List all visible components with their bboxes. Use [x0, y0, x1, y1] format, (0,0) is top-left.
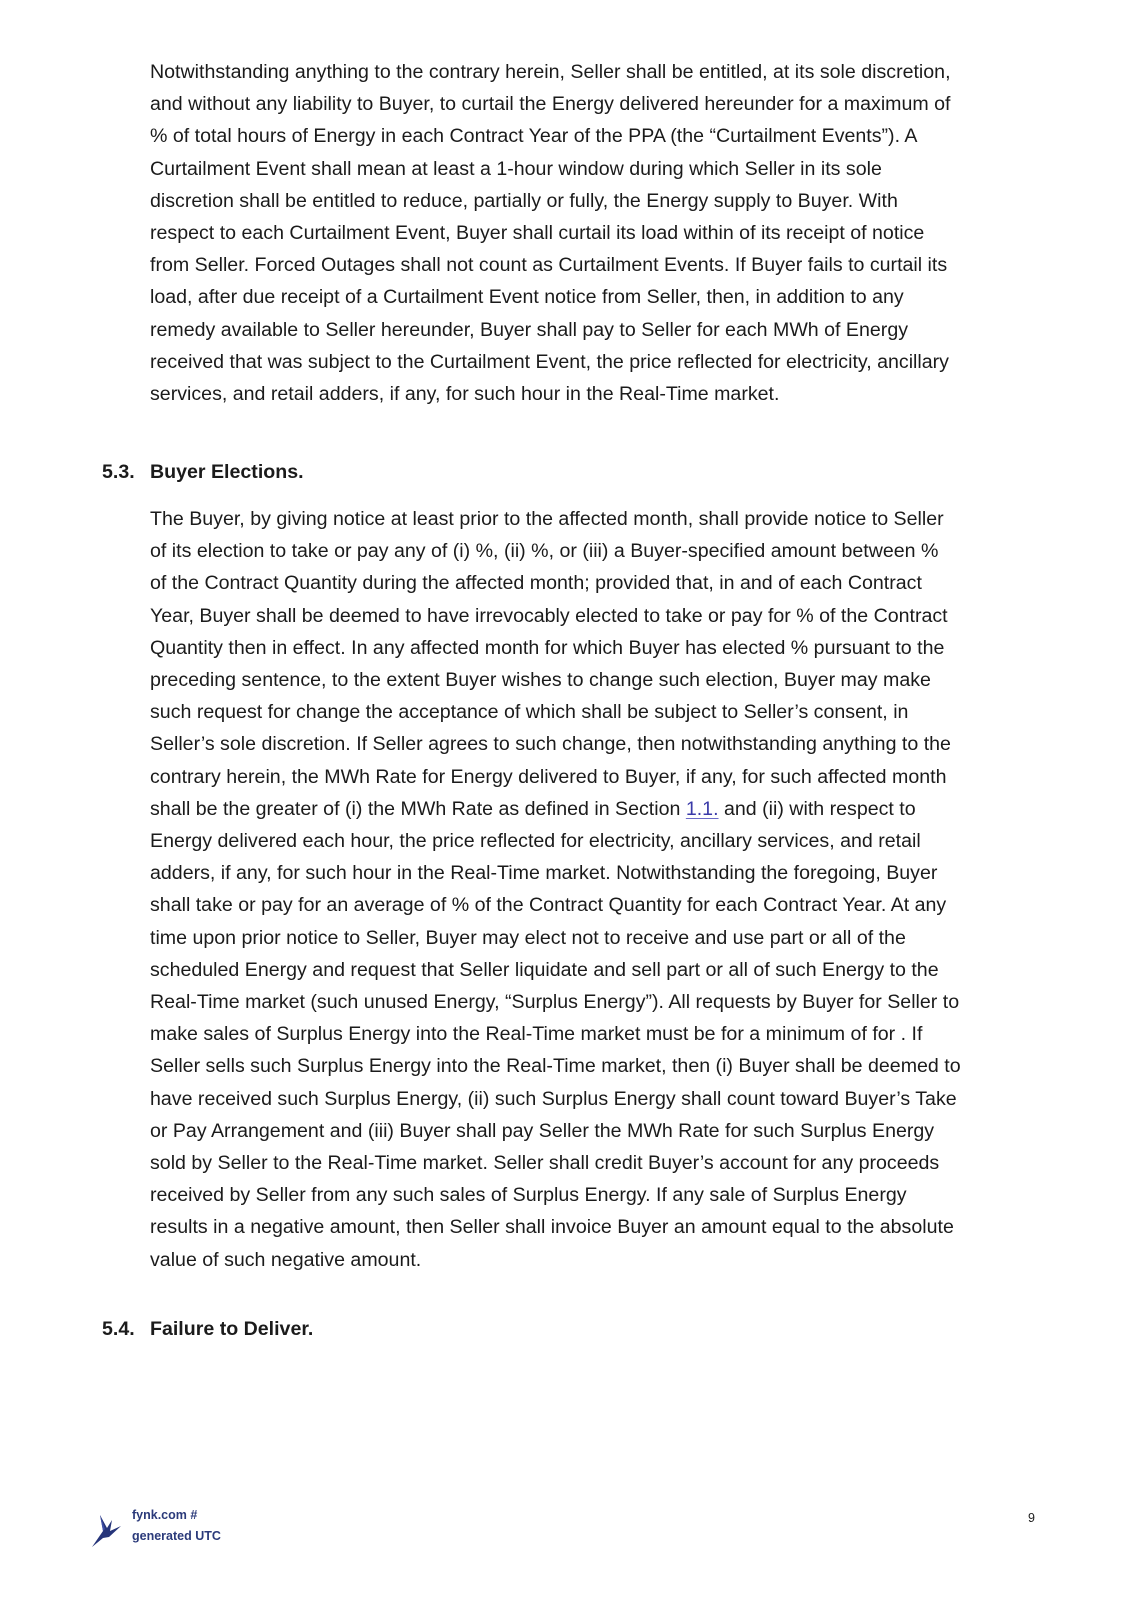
paragraph-line: Energy delivered each hour, the price reflected for electricity, ancillary services, and retail [150, 830, 921, 853]
footer-site-line: fynk.com # [132, 1508, 198, 1522]
paragraph-line: Curtailment Event shall mean at least a 1-hour window during which Seller in its sole [150, 157, 882, 180]
page-number: 9 [1028, 1511, 1035, 1525]
paragraph-line: % of total hours of Energy in each Contract Year of the PPA (the “Curtailment Events”). A [150, 125, 918, 148]
section-reference-link[interactable]: 1.1. [685, 797, 719, 820]
paragraph-line: respect to each Curtailment Event, Buyer shall curtail its load within of its receipt of notice [150, 222, 925, 245]
paragraph-line: from Seller. Forced Outages shall not count as Curtailment Events. If Buyer fails to curtail its [150, 254, 948, 277]
page-footer [90, 1505, 1050, 1555]
section-number: 5.3. [102, 461, 135, 483]
paragraph-line: and without any liability to Buyer, to curtail the Energy delivered hereunder for a maximum of [150, 93, 951, 116]
paragraph-line: Notwithstanding anything to the contrary herein, Seller shall be entitled, at its sole discretion, [150, 61, 951, 83]
paragraph-line: Quantity then in effect. In any affected month for which Buyer has elected % pursuant to the [150, 636, 945, 659]
paragraph-line: Seller’s sole discretion. If Seller agrees to such change, then notwithstanding anything to the [150, 733, 951, 756]
section-title: Buyer Elections. [150, 461, 304, 483]
section-title: Failure to Deliver. [150, 1318, 314, 1340]
paragraph-line: received by Seller from any such sales of Surplus Energy. If any sale of Surplus Energy [150, 1184, 907, 1207]
paragraph-line: discretion shall be entitled to reduce, partially or fully, the Energy supply to Buyer. With [150, 189, 898, 212]
fynk-bird-logo-icon [90, 1511, 124, 1549]
paragraph-line: shall take or pay for an average of % of the Contract Quantity for each Contract Year. At any [150, 894, 947, 917]
footer-generated-line: generated UTC [132, 1529, 221, 1543]
paragraph-line: adders, if any, for such hour in the Real-Time market. Notwithstanding the foregoing, Buyer [150, 862, 938, 885]
paragraph-line: remedy available to Seller hereunder, Buyer shall pay to Seller for each MWh of Energy [150, 318, 909, 341]
section-number: 5.4. [102, 1318, 135, 1340]
paragraph-line: contrary herein, the MWh Rate for Energy delivered to Buyer, if any, for such affected month [150, 765, 947, 788]
link-line-suffix: and (ii) with respect to [718, 797, 916, 820]
paragraph-line: value of such negative amount. [150, 1248, 422, 1271]
paragraph-line: The Buyer, by giving notice at least prior to the affected month, shall provide notice to Seller [150, 508, 944, 530]
paragraph-line: time upon prior notice to Seller, Buyer may elect not to receive and use part or all of the [150, 926, 906, 949]
paragraph-line: preceding sentence, to the extent Buyer wishes to change such election, Buyer may make [150, 669, 931, 692]
section-heading-5-3 [102, 458, 304, 486]
paragraph-line: Real-Time market (such unused Energy, “Surplus Energy”). All requests by Buyer for Seller to [150, 991, 960, 1014]
paragraph-line: results in a negative amount, then Seller shall invoice Buyer an amount equal to the absolute [150, 1216, 954, 1239]
section-heading-5-4 [102, 1315, 313, 1343]
paragraph-line: such request for change the acceptance of which shall be subject to Seller’s consent, in [150, 701, 909, 724]
paragraph-line: or Pay Arrangement and (iii) Buyer shall pay Seller the MWh Rate for such Surplus Energy [150, 1119, 935, 1142]
paragraph-line: make sales of Surplus Energy into the Real-Time market must be for a minimum of for . If [150, 1023, 923, 1046]
footer-text [132, 1505, 221, 1547]
buyer-elections-paragraph [150, 503, 1045, 1276]
paragraph-line: have received such Surplus Energy, (ii) such Surplus Energy shall count toward Buyer’s Take [150, 1087, 957, 1110]
paragraph-line: load, after due receipt of a Curtailment Event notice from Seller, then, in addition to any [150, 286, 904, 309]
paragraph-line: of its election to take or pay any of (i) %, (ii) %, or (iii) a Buyer-specified amount between % [150, 540, 939, 563]
paragraph-line: scheduled Energy and request that Seller liquidate and sell part or all of such Energy to the [150, 958, 939, 981]
paragraph-line: received that was subject to the Curtailment Event, the price reflected for electricity, ancillary [150, 350, 949, 373]
paragraph-line: sold by Seller to the Real-Time market. Seller shall credit Buyer’s account for any proceeds [150, 1152, 940, 1175]
paragraph-line: services, and retail adders, if any, for such hour in the Real-Time market. [150, 383, 780, 406]
paragraph-line-with-link [150, 793, 1045, 825]
curtailment-paragraph [150, 56, 1045, 410]
paragraph-line: Year, Buyer shall be deemed to have irrevocably elected to take or pay for % of the Contract [150, 604, 948, 627]
link-line-prefix: shall be the greater of (i) the MWh Rate as defined in Section [150, 797, 686, 820]
paragraph-line: of the Contract Quantity during the affected month; provided that, in and of each Contract [150, 572, 922, 595]
paragraph-line: Seller sells such Surplus Energy into the Real-Time market, then (i) Buyer shall be deemed to [150, 1055, 961, 1078]
